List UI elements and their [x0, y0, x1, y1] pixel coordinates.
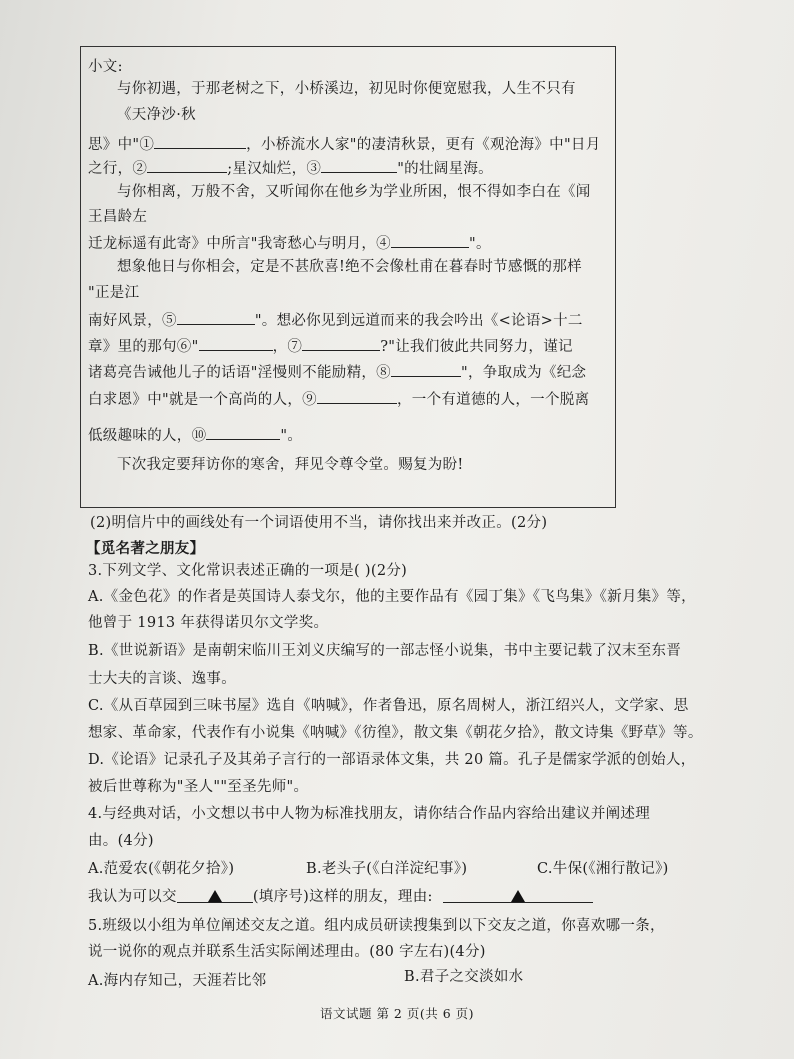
postcard-line: 之行，② ;星汉灿烂，③ "的壮阔星海。	[88, 158, 493, 178]
postcard-salutation: 小文:	[88, 59, 123, 75]
question-3-option-a: A.《金色花》的作者是英国诗人泰戈尔，他的主要作品有《园丁集》《飞鸟集》《新月集》等，	[88, 589, 696, 605]
question-4-stem-cont: 由。(4分)	[88, 833, 154, 849]
question-4-answer: 我认为可以交 (填序号)这样的朋友，理由:	[88, 888, 593, 906]
answer-blank-7[interactable]	[302, 336, 380, 351]
postcard-closing: 下次我定要拜访你的寒舍，拜见令尊令堂。赐复为盼!	[117, 457, 464, 473]
question-4-option-a: A.范爱农(《朝花夕拾》)	[88, 861, 235, 877]
question-5-stem-cont: 说一说你的观点并联系生活实际阐述理由。(80 字左右)(4分)	[88, 944, 486, 960]
postcard-line: 白求恩》中"就是一个高尚的人，⑨ ，一个有道德的人，一个脱离	[88, 389, 589, 409]
answer-blank-1[interactable]	[154, 134, 246, 149]
question-4-option-c: C.牛保(《湘行散记》)	[537, 861, 669, 877]
answer-blank-4[interactable]	[391, 233, 469, 248]
question-5-stem: 5.班级以小组为单位阐述交友之道。组内成员研读搜集到以下交友之道，你喜欢哪一条，	[88, 918, 665, 934]
answer-blank-9[interactable]	[317, 389, 397, 404]
question-3-option-c-cont: 想家、革命家，代表作有小说集《呐喊》《彷徨》，散文集《朝花夕拾》，散文诗集《野草》等。	[88, 725, 703, 741]
postcard-line: 想象他日与你相会，定是不甚欣喜!绝不会像杜甫在暮春时节感慨的那样	[117, 259, 582, 275]
triangle-icon	[208, 890, 222, 902]
question-4-stem: 4.与经典对话，小文想以书中人物为标准找朋友，请你结合作品内容给出建议并阐述理	[88, 806, 651, 822]
question-4-option-b: B.老头子(《白洋淀纪事》)	[306, 861, 468, 877]
question-3-option-c: C.《从百草园到三味书屋》选自《呐喊》，作者鲁迅，原名周树人，浙江绍兴人，文学家、思	[88, 698, 689, 714]
page-footer: 语文试题 第 2 页(共 6 页)	[319, 1006, 475, 1021]
postcard-line: 迁龙标遥有此寄》中所言"我寄愁心与明月，④ "。	[88, 233, 491, 253]
answer-blank-6[interactable]	[199, 336, 273, 351]
answer-blank-3[interactable]	[321, 158, 397, 173]
postcard-line: 《天净沙·秋	[117, 107, 196, 123]
question-3-stem: 3.下列文学、文化常识表述正确的一项是( )(2分)	[88, 563, 408, 579]
postcard-line: 低级趣味的人，⑩ "。	[88, 425, 302, 445]
answer-blank-2[interactable]	[147, 158, 227, 173]
answer-blank-10[interactable]	[206, 425, 280, 440]
question-3-option-a-cont: 他曾于 1913 年获得诺贝尔文学奖。	[88, 615, 329, 631]
answer-blank-q4-choice[interactable]	[177, 888, 253, 903]
answer-blank-8[interactable]	[391, 362, 461, 377]
section-title: 【觅名著之朋友】	[86, 540, 205, 557]
answer-blank-q4-reason[interactable]	[443, 888, 593, 903]
postcard-line: 章》里的那句⑥" ，⑦ ?"让我们彼此共同努力，谨记	[88, 336, 573, 356]
question-5-option-a: A.海内存知己，天涯若比邻	[88, 973, 267, 989]
postcard-line: 王昌龄左	[88, 209, 148, 225]
question-2: (2)明信片中的画线处有一个词语使用不当，请你找出来并改正。(2分)	[90, 515, 548, 531]
postcard-line: 与你相离，万般不舍，又听闻你在他乡为学业所困，恨不得如李白在《闻	[117, 184, 591, 200]
postcard-line: "正是江	[88, 285, 140, 301]
postcard-line: 南好风景，⑤ "。想必你见到远道而来的我会吟出《<论语>十二	[88, 310, 583, 330]
question-5-option-b: B.君子之交淡如水	[404, 969, 524, 985]
triangle-icon	[511, 890, 525, 902]
postcard-line: 诸葛亮告诫他儿子的话语"淫慢则不能励精，⑧ "，争取成为《纪念	[88, 362, 586, 382]
postcard-line: 与你初遇，于那老树之下，小桥溪边，初见时你便宽慰我，人生不只有	[117, 81, 576, 97]
question-3-option-b-cont: 士大夫的言谈、逸事。	[88, 671, 236, 687]
postcard-line: 思》中"① ，小桥流水人家"的凄清秋景，更有《观沧海》中"日月	[88, 134, 601, 154]
question-3-option-d: D.《论语》记录孔子及其弟子言行的一部语录体文集，共 20 篇。孔子是儒家学派的创始人，	[88, 752, 696, 768]
question-3-option-d-cont: 被后世尊称为"圣人""至圣先师"。	[88, 779, 309, 795]
answer-blank-5[interactable]	[177, 310, 255, 325]
question-3-option-b: B.《世说新语》是南朝宋临川王刘义庆编写的一部志怪小说集，书中主要记载了汉末至东晋	[88, 643, 682, 659]
